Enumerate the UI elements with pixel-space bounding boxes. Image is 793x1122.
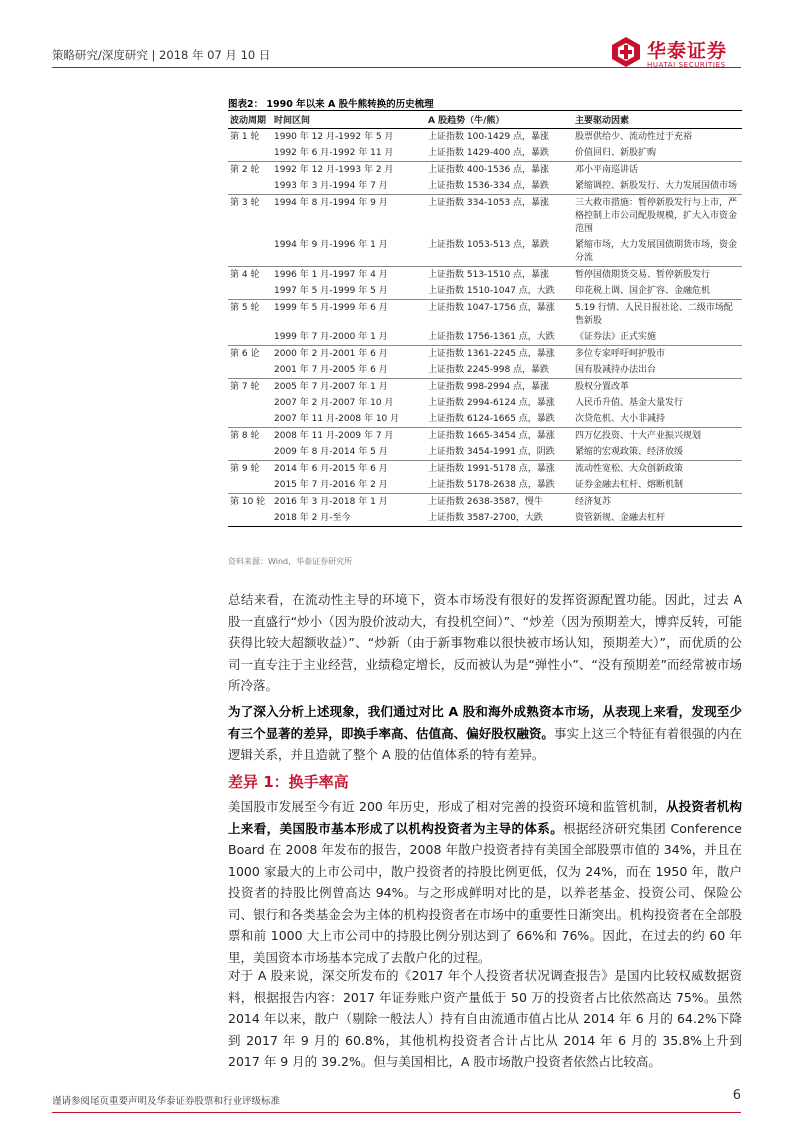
table-cell: 紧缩调控、新股发行、大力发展国债市场	[575, 180, 738, 191]
table-header-row	[228, 111, 742, 129]
table-row	[228, 178, 742, 195]
header-divider	[52, 67, 741, 68]
table-cell: 1993 年 3 月-1994 年 7 月	[274, 180, 388, 191]
table-cell: 1994 年 8 月-1994 年 9 月	[272, 195, 426, 238]
breadcrumb: 策略研究/深度研究 | 2018 年 07 月 10 日	[52, 48, 271, 62]
table-cell: 第 4 轮	[228, 267, 272, 284]
table-cell	[228, 510, 272, 527]
paragraph-a-share: 对于 A 股来说，深交所发布的《2017 年个人投资者状况调查报告》是国内比较权威数据资料，根据报告内容：2017 年证券账户资产量低于 50 万的投资者占比依然高达 75%。虽然 2014 年以来，散户（剔除一般法人）持有自由流通市值占比从 2014 年 6 月的 64.2%下降到 2017 年 9 月的 60.8%，其他机构投资者合计占比从 2014 年 6 月的 35.8%上升到 2017 年 9 月的 39.2%。但与美国相比，A 股市场散户投资者依然占比较高。	[228, 968, 742, 1069]
table-cell: 上证指数 100-1429 点，暴涨	[426, 129, 573, 146]
table-row	[228, 162, 742, 179]
table-cell: 上证指数 400-1536 点，暴涨	[426, 162, 573, 179]
table-cell: 2005 年 7 月-2007 年 1 月	[272, 379, 426, 396]
table-row	[228, 145, 742, 162]
table-cell: 上证指数 513-1510 点，暴涨	[426, 267, 573, 284]
table-cell: 上证指数 3587-2700，大跌	[426, 510, 573, 527]
table-cell	[228, 444, 272, 461]
table-cell: 上证指数 1053-513 点，暴跌	[428, 239, 550, 250]
table-row	[228, 395, 742, 411]
table-cell: 2014 年 6 月-2015 年 6 月	[272, 461, 426, 478]
table-cell: 第 9 轮	[228, 461, 272, 478]
table-cell: 紧缩的宏观政策、经济放缓	[575, 446, 684, 457]
table-cell: 1999 年 5 月-1999 年 6 月	[272, 300, 426, 330]
column-header: 主要驱动因素	[573, 111, 742, 129]
table-cell: 次贷危机、大小非减持	[575, 413, 666, 424]
table-cell: 邓小平南巡讲话	[573, 162, 742, 179]
logo-subtext: HUATAI SECURITIES	[647, 61, 726, 69]
table-cell: 上证指数 1361-2245 点，暴涨	[426, 346, 573, 363]
table-cell: 经济复苏	[573, 494, 742, 511]
table-cell: 上证指数 5178-2638 点，暴跌	[428, 479, 555, 490]
table-cell: 紧缩市场，大力发展国债期货市场，资金分流	[575, 239, 738, 263]
table-cell: 上证指数 334-1053 点，暴涨	[426, 195, 573, 238]
table-cell: 人民币升值、基金大量发行	[575, 397, 684, 408]
table-cell: 国有股减持办法出台	[575, 364, 657, 375]
table-cell: 《证券法》正式实施	[575, 331, 657, 342]
table-row	[228, 267, 742, 284]
huatai-logo	[611, 34, 741, 74]
table-cell: 多位专家呼吁呵护股市	[573, 346, 742, 363]
logo-text: 华泰证券	[647, 40, 728, 62]
page-header	[52, 30, 741, 80]
table-cell: 证券金融去杠杆、熔断机制	[575, 479, 684, 490]
table-cell	[228, 362, 272, 379]
footer-divider	[52, 1112, 741, 1113]
table-cell	[228, 395, 272, 411]
table-cell	[228, 329, 272, 346]
table-cell: 1994 年 9 月-1996 年 1 月	[274, 239, 388, 250]
table-row	[228, 237, 742, 267]
paragraph-highlight: 为了深入分析上述现象，我们通过对比 A 股和海外成熟资本市场，从表现上来看，发现至少有三个显著的差异，即换手率高、估值高、偏好股权融资。	[228, 704, 742, 741]
paragraph-text: 根据经济研究集团 Conference Board 在 2008 年发布的报告，2008 年散户投资者持有美国全部股票市值的 34%，并且在 1000 家最大的上市公司中，散户投资者的持股比例更低，仅为 24%，而在 1950 年，散户投资者的持股比例曾高达 94%。与之形成鲜明对比的是，以养老基金、投资公司、保险公司、银行和各类基金会为主体的机构投资者在市场中的重要性日渐突出。机构投资者在全部股票和前 1000 大上市公司中的持股比例分别达到了 66%和 76%。因此，在过去的约 60 年里，美国资本市场基本完成了去散户化的过程。	[228, 820, 742, 965]
table-cell: 第 8 轮	[228, 428, 272, 445]
table-cell	[228, 145, 272, 162]
table-cell: 1996 年 1 月-1997 年 4 月	[272, 267, 426, 284]
table-cell: 2008 年 11 月-2009 年 7 月	[272, 428, 426, 445]
table-cell: 1992 年 6 月-1992 年 11 月	[274, 147, 394, 158]
table-cell: 股票供给少、流动性过于充裕	[573, 129, 742, 146]
table-cell: 暂停国债期货交易、暂停新股发行	[573, 267, 742, 284]
table-cell	[228, 411, 272, 428]
footer-notice: 谨请参阅尾页重要声明及华泰证券股票和行业评级标准	[52, 1096, 281, 1107]
table-cell: 上证指数 1429-400 点，暴跌	[428, 147, 550, 158]
table-cell	[228, 178, 272, 195]
paragraph-highlight: 从投资者机构上来看，美国股市基本形成了以机构投资者为主导的体系。	[228, 799, 742, 836]
table-cell: 上证指数 998-2994 点，暴涨	[426, 379, 573, 396]
paragraph-summary: 总结来看，在流动性主导的环境下，资本市场没有很好的发挥资源配置功能。因此，过去 A 股一直盛行“炒小（因为股价波动大，有投机空间）”、“炒差（因为预期差大，博弈反转，可能获得比较大超额收益）”、“炒新（由于新事物难以很快被市场认知，预期差大）”，而优质的公司一直专注于主业经营，业绩稳定增长，反而被认为是“弹性小”、“没有预期差”而经常被市场所冷落。	[228, 592, 742, 693]
table-cell: 2001 年 7 月-2005 年 6 月	[274, 364, 388, 375]
paragraph-text: 事实上这三个特征有着很强的内在逻辑关系，并且造就了整个 A 股的估值体系的特有差异。	[228, 725, 742, 762]
paragraph-text: 美国股市发展至今有近 200 年历史，形成了相对完善的投资环境和监管机制，	[228, 799, 667, 814]
table-row	[228, 195, 742, 238]
table-row	[228, 329, 742, 346]
table-cell: 第 10 轮	[228, 494, 272, 511]
table-cell: 1999 年 7 月-2000 年 1 月	[274, 331, 388, 342]
table-cell: 上证指数 1536-334 点，暴跌	[428, 180, 550, 191]
table-row	[228, 346, 742, 363]
table-cell: 上证指数 1756-1361 点，大跌	[428, 331, 555, 342]
history-table	[228, 110, 742, 527]
table-cell: 第 2 轮	[228, 162, 272, 179]
table-cell: 2015 年 7 月-2016 年 2 月	[274, 479, 388, 490]
table-cell: 上证指数 3454-1991 点，阴跌	[428, 446, 555, 457]
table-row	[228, 444, 742, 461]
table-row	[228, 129, 742, 146]
table-row	[228, 411, 742, 428]
table-cell: 资管新规、金融去杠杆	[573, 510, 742, 527]
table-row	[228, 510, 742, 527]
paragraph-us-market	[228, 796, 742, 968]
table-cell: 2000 年 2 月-2001 年 6 月	[272, 346, 426, 363]
table-cell: 上证指数 2638-3587，慢牛	[426, 494, 573, 511]
column-header: 时间区间	[272, 111, 426, 129]
table-cell: 上证指数 2245-998 点，暴跌	[428, 364, 550, 375]
table-row	[228, 300, 742, 330]
table-row	[228, 477, 742, 494]
table-cell: 上证指数 1047-1756 点，暴涨	[426, 300, 573, 330]
table-cell: 2009 年 8 月-2014 年 5 月	[274, 446, 388, 457]
table-cell	[228, 283, 272, 300]
table-cell: 三大救市措施：暂停新股发行与上市，严格控制上市公司配股规模，扩大入市资金范围	[573, 195, 742, 238]
table-cell: 2016 年 3 月-2018 年 1 月	[272, 494, 426, 511]
table-cell	[228, 477, 272, 494]
table-cell: 第 6 论	[228, 346, 272, 363]
table-cell: 上证指数 6124-1665 点，暴跌	[428, 413, 555, 424]
table-cell: 第 3 轮	[228, 195, 272, 238]
table-cell: 股权分置改革	[573, 379, 742, 396]
table-row	[228, 428, 742, 445]
table-cell: 流动性宽松、大众创新政策	[573, 461, 742, 478]
table-row	[228, 362, 742, 379]
table-cell: 第 1 轮	[228, 129, 272, 146]
table-cell: 1992 年 12 月-1993 年 2 月	[272, 162, 426, 179]
table-cell: 1997 年 5 月-1999 年 5 月	[274, 285, 388, 296]
table-cell: 四万亿投资、十大产业振兴规划	[573, 428, 742, 445]
table-row	[228, 379, 742, 396]
table-cell: 上证指数 1665-3454 点，暴涨	[426, 428, 573, 445]
table-row	[228, 461, 742, 478]
column-header: A 股趋势（牛/熊）	[426, 111, 573, 129]
table-cell: 2018 年 2 月-至今	[272, 510, 426, 527]
table-cell: 上证指数 1991-5178 点，暴涨	[426, 461, 573, 478]
table-cell: 上证指数 1510-1047 点，大跌	[428, 285, 555, 296]
table-cell	[228, 237, 272, 267]
table-row	[228, 494, 742, 511]
figure-title: 图表2： 1990 年以来 A 股牛熊转换的历史梳理	[228, 99, 434, 110]
figure-source: 资料来源：Wind，华泰证券研究所	[228, 557, 353, 566]
table-cell: 5.19 行情、人民日报社论、二级市场配售新股	[573, 300, 742, 330]
page-number: 6	[732, 1088, 741, 1103]
table-cell: 上证指数 2994-6124 点，暴涨	[428, 397, 555, 408]
table-cell: 印花税上调、国企扩容、金融危机	[575, 285, 711, 296]
paragraph-differences	[228, 701, 742, 766]
table-cell: 2007 年 2 月-2007 年 10 月	[274, 397, 394, 408]
column-header: 波动周期	[228, 111, 272, 129]
huatai-logo-icon	[611, 36, 641, 68]
table-cell: 价值回归、新股扩购	[575, 147, 657, 158]
table-cell: 1990 年 12 月-1992 年 5 月	[272, 129, 426, 146]
section-title: 差异 1：换手率高	[228, 773, 349, 791]
table-cell: 第 5 轮	[228, 300, 272, 330]
table-row	[228, 283, 742, 300]
table-cell: 第 7 轮	[228, 379, 272, 396]
table-cell: 2007 年 11 月-2008 年 10 月	[274, 413, 400, 424]
